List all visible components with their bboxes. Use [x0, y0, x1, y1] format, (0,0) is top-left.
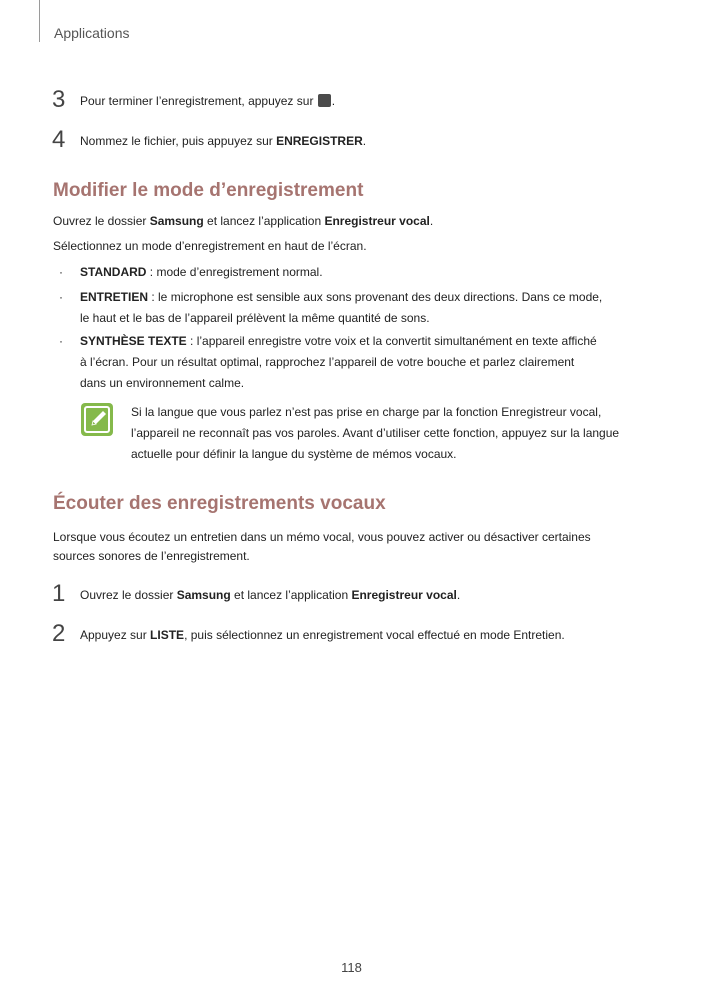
step-text: Nommez le fichier, puis appuyez sur ENREGISTRER.	[80, 134, 367, 148]
section1-select-text: Sélectionnez un mode d’enregistrement en haut de l’écran.	[53, 239, 367, 253]
step-text: Ouvrez le dossier Samsung et lancez l’application Enregistreur vocal.	[80, 588, 461, 602]
step-number: 4	[52, 126, 66, 153]
stop-icon	[318, 94, 331, 107]
note-pencil-icon	[81, 403, 113, 436]
step-text: Appuyez sur LISTE, puis sélectionnez un enregistrement vocal effectué en mode Entretien.	[80, 628, 565, 642]
section-title-ecouter: Écouter des enregistrements vocaux	[53, 493, 386, 514]
section1-intro: Ouvrez le dossier Samsung et lancez l’application Enregistreur vocal.	[53, 214, 434, 228]
section2-intro-line2: sources sonores de l’enregistrement.	[53, 549, 250, 563]
bullet-dot: ·	[59, 265, 63, 279]
bullet-dot: ·	[59, 290, 63, 304]
note-text: Si la langue que vous parlez n’est pas prise en charge par la fonction Enregistreur vocal, l’appareil ne reconnaît pas vos paroles. Avant d’utiliser cette fonction, appuyez sur la langue actuelle pour définir la langue du système de mémos vocaux.	[131, 405, 620, 461]
step-number: 1	[52, 580, 66, 607]
step-text: Pour terminer l’enregistrement, appuyez sur .	[80, 94, 336, 108]
step-number: 2	[52, 620, 66, 647]
page-number: 118	[341, 960, 362, 975]
header-title: Applications	[54, 25, 130, 41]
section2-intro-line1: Lorsque vous écoutez un entretien dans un mémo vocal, vous pouvez activer ou désactiver certaines	[53, 530, 591, 544]
header-divider	[39, 0, 40, 42]
step-number: 3	[52, 86, 66, 113]
bullet-dot: ·	[59, 334, 63, 348]
section-title-modifier-mode: Modifier le mode d’enregistrement	[53, 180, 364, 201]
